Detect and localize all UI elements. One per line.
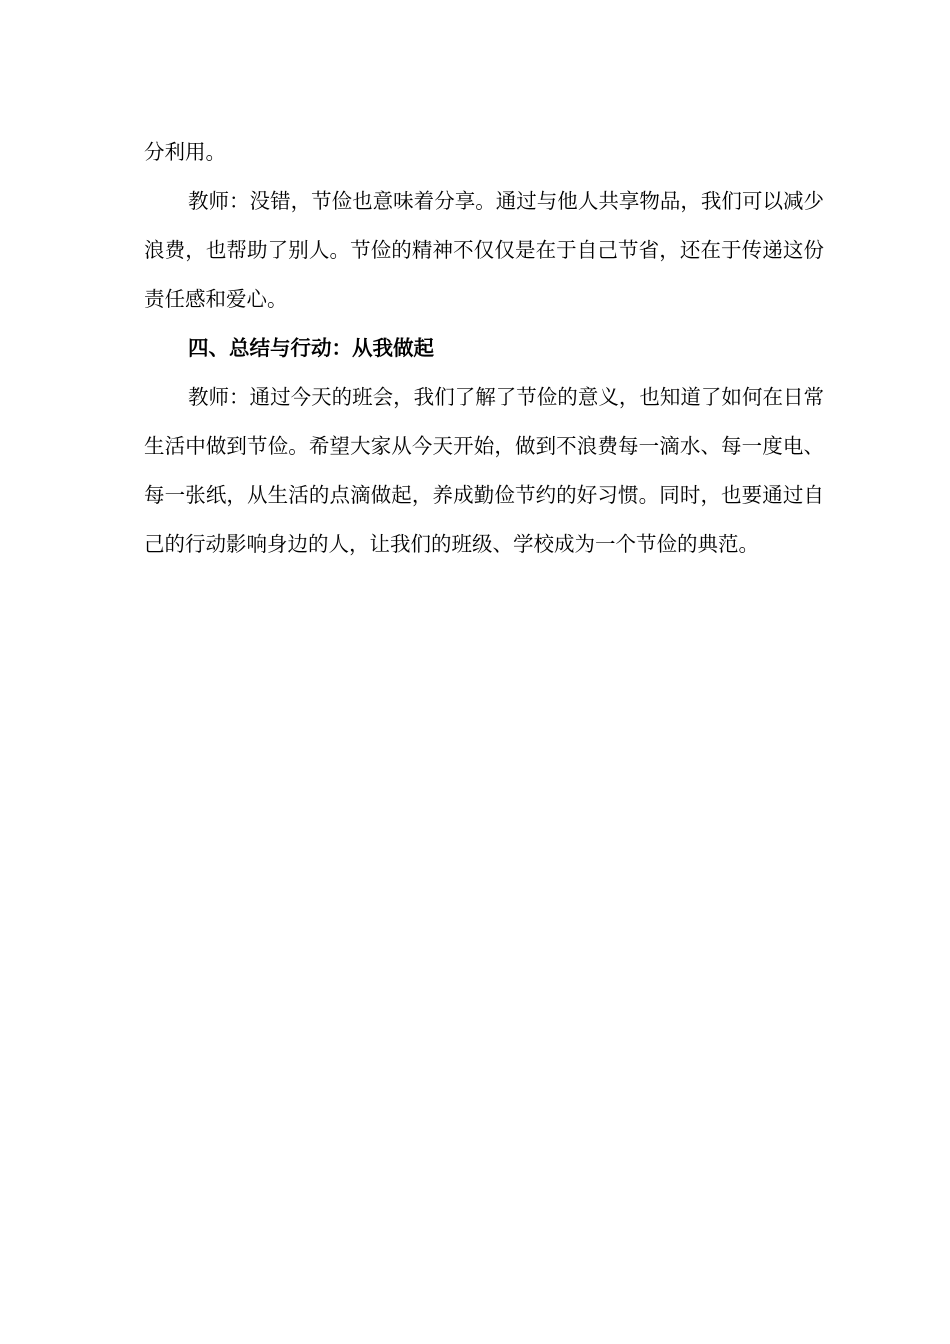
paragraph-teacher-sharing: 教师：没错，节俭也意味着分享。通过与他人共享物品，我们可以减少浪费，也帮助了别人。节俭的精神不仅仅是在于自己节省，还在于传递这份责任感和爱心。 [144, 189, 824, 311]
document-body [144, 128, 824, 569]
section-heading: 四、总结与行动：从我做起 [188, 336, 434, 360]
paragraph-teacher-summary: 教师：通过今天的班会，我们了解了节俭的意义，也知道了如何在日常生活中做到节俭。希望大家从今天开始，做到不浪费每一滴水、每一度电、每一张纸，从生活的点滴做起，养成勤俭节约的好习惯。同时，也要通过自己的行动影响身边的人，让我们的班级、学校成为一个节俭的典范。 [144, 385, 824, 556]
paragraph-continuation: 分利用。 [144, 140, 226, 164]
